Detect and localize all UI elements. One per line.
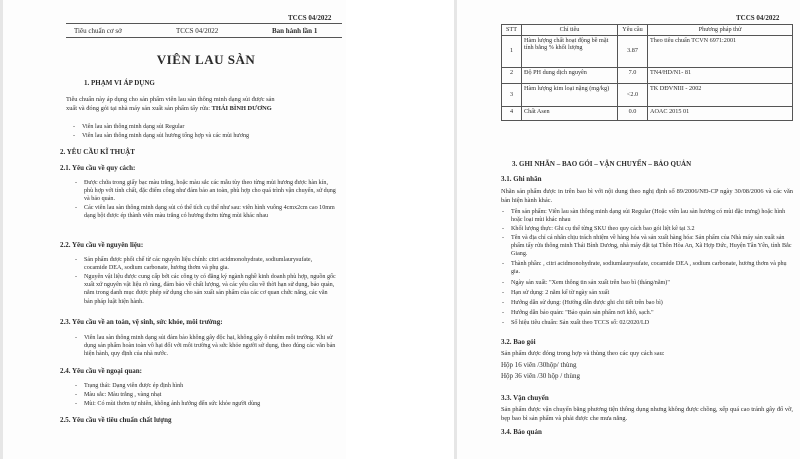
left-document-page — [0, 0, 346, 459]
list-item: - Trạng thái: Dạng viên được ép định hình — [75, 383, 184, 389]
list-item: - Màu sắc: Màu trắng , vàng nhạt — [75, 392, 162, 398]
table-row: 3 Hàm lượng kim loại nặng (mg/kg) <2.0 TK DĐVNIII - 2002 — [502, 83, 793, 106]
subsection-3-1-heading: 3.1. Ghi nhãn — [501, 175, 542, 183]
list-item: - Tên sản phẩm: Viên lau sàn thông minh dạng sủi Regular (Hoặc viên lau sàn hương có mùi đặc trưng) hoặc hình hoặc loại mùi khác nhau — [502, 209, 786, 224]
subsection-2-3-heading: 2.3. Yêu cầu về an toàn, vệ sinh, sức khỏe, môi trường: — [60, 318, 223, 326]
section-3-3-paragraph: Sản phẩm được vận chuyển bằng phương tiện thông dụng nhưng không được chồng, xếp quá cao tránh gây đổ vỡ, bẹp bao bì sản phẩm và phải được che mưa nắng. — [501, 406, 793, 422]
document-code-top: TCCS 04/2022 — [736, 14, 780, 22]
subsection-2-4-heading: 2.4. Yêu cầu về ngoại quan: — [60, 367, 143, 375]
section-1-heading: 1. PHẠM VI ÁP DỤNG — [84, 79, 155, 87]
header-mid: TCCS 04/2022 — [176, 27, 219, 35]
section-3-1-paragraph: Nhãn sản phẩm được in trên bao bì với nội dung theo nghị định số 89/2006/NĐ-CP ngày 30/08/2006 và các văn bản hiện hành khác. — [501, 188, 793, 204]
document-code-top: TCCS 04/2022 — [288, 14, 332, 22]
header-right: Ban hành lần 1 — [272, 27, 318, 35]
page-header-bar — [66, 23, 342, 38]
col-header-criteria: Chỉ tiêu — [522, 25, 618, 36]
page-edge — [0, 0, 3, 459]
section-3-2-paragraph: Sản phẩm được đóng trong hợp và thùng theo các quy cách sau: — [501, 350, 665, 357]
page-edge — [454, 0, 457, 459]
list-item: - Viên lau sàn thông minh dạng sủi đảm bảo không gây độc hại, không gây ô nhiễm môi trường. Khi sử dụng sản phẩm hoàn toàn vô hại đối với môi trường và sức khỏe người sử dụng, theo đúng các văn bản hiện hành, quy định của nhà nước. — [75, 335, 336, 358]
list-item: - Số hiệu tiêu chuẩn: Sản xuất theo TCCS số: 02/2020/LD — [502, 320, 650, 326]
list-item: - Nguyên vật liệu được cung cấp bởi các công ty có đăng ký ngành nghề kinh doanh phù hợp, nguồn gốc xuất xứ nguyên vật liệu rõ ràng, đảm bảo về chất lượng, và các yêu cầu về thời hạn sử dụng, bảo quản, nằm trong danh mục được phép sử dụng cho sản xuất sản phẩm của các cơ quan chức năng, các văn bản pháp luật hiện hành. — [75, 274, 336, 305]
list-item: - Ngày sản xuất: "Xem thông tin sản xuất trên bao bì (tháng/năm)" — [502, 280, 670, 286]
header-left: Tiêu chuẩn cơ sở — [74, 27, 122, 35]
list-item: - Sản phẩm được phối chế từ các nguyên liệu chính: citri acidmonohydrate, sodiumlaurysufate, cocamide DEA, sodium carbonate, hương thơm và phụ gia. — [75, 257, 313, 272]
table-row: 1 Hàm lượng chất hoạt động bề mặt tính bằng % khối lượng 3.87 Theo tiêu chuẩn TCVN 6971:2001 — [502, 35, 793, 67]
list-item: - Hướng dẫn bảo quản: "Bảo quản sản phẩm nơi khô, sạch." — [502, 310, 654, 316]
section-1-intro: Tiêu chuẩn này áp dụng cho sản phẩm viên lau sàn thông minh dạng sủi được sản xuất và đóng gói tại nhà máy sản xuất sản phẩm tẩy rửa: THÁI BÌNH DƯƠNG — [66, 96, 275, 112]
subsection-2-2-heading: 2.2. Yêu cầu về nguyên liệu: — [60, 241, 144, 249]
packaging-option-2: Hộp 36 viên /30 hộp / thùng — [501, 372, 580, 380]
list-item: - Các viên lau sàn thông minh dạng sủi có thể tích cụ thể như sau: viên hình vuông 4cmx2cm cao 10mm dạng bột được ép thành viên màu trắng có hương thơm từng mùi khác nhau — [75, 205, 335, 220]
table-row: 4 Chất Asen 0.0 AOAC 2015 01 — [502, 106, 793, 120]
section-3-heading: 3. GHI NHÃN – BAO GÓI – VẬN CHUYỂN – BẢO QUẢN — [512, 160, 692, 168]
list-item: - Hướng dẫn sử dụng: (Hướng dẫn được ghi chi tiết trên bao bì) — [502, 300, 663, 306]
list-item: - Tên và địa chỉ cá nhân chịu trách nhiệm về hàng hóa và sản xuất hàng hóa: Sản phẩm của Nhà máy sản xuất sản phẩm tẩy rửa thông minh Thái Bình Dương, nhà máy đặt tại Thôn Hòa An, Xã Hợp Đức, Huyện Tân Yên, tỉnh Bắc Giang. — [502, 235, 792, 258]
col-header-method: Phương pháp thử — [648, 25, 793, 36]
list-item: - Viên lau sàn thông minh dạng sủi hương tổng hợp và các mùi hương — [73, 133, 250, 139]
list-item: - Hạn sử dụng: 2 năm kể từ ngày sản xuất — [502, 290, 610, 296]
document-title: VIÊN LAU SÀN — [156, 52, 256, 67]
list-item: - Viên lau sàn thông minh dạng sủi Regular — [73, 124, 185, 130]
list-item: - Được chứa trong giấy bạc màu trắng, hoặc màu sắc các mẫu tùy theo từng mùi hương được hàn kín, phù hợp với tính chất, đặc điểm công như đảm bảo an toàn, phù hợp cho quá trình vận chuyển, sử dụng và bảo quản. — [75, 180, 336, 203]
right-document-page — [454, 0, 800, 459]
list-item: - Khối lượng thực: Ghi cụ thể từng SKU theo quy cách bao gói liệt kê tại 3.2 — [502, 226, 695, 232]
packaging-option-1: Hộp 16 viên /30hộp/ thùng — [501, 361, 577, 369]
list-item: - Mùi: Có mùi thơm tự nhiên, không ảnh hưởng đến sức khỏe người dùng — [75, 401, 261, 407]
subsection-3-4-heading: 3.4. Bảo quản — [501, 428, 542, 436]
col-header-requirement: Yêu cầu — [618, 25, 648, 36]
col-header-stt: STT — [502, 25, 522, 36]
subsection-3-2-heading: 3.2. Bao gói — [501, 338, 536, 346]
subsection-2-5-heading: 2.5. Yêu cầu về tiêu chuẩn chất lượng — [60, 416, 172, 424]
subsection-3-3-heading: 3.3. Vận chuyển — [501, 394, 549, 402]
section-2-heading: 2. YÊU CẦU KĨ THUẬT — [60, 148, 135, 156]
table-header-row — [502, 25, 793, 36]
list-item: - Thành phần: , citri acidmonohydrate, sodiumlaurysufate, cocamide DEA , sodium carbonate, hương thơm và phụ gia. — [502, 261, 787, 276]
table-row: 2 Độ PH dung dịch nguyên 7.0 TN4/HD/N1- 81 — [502, 67, 793, 83]
quality-standards-table — [501, 24, 793, 121]
subsection-2-1-heading: 2.1. Yêu cầu về quy cách: — [60, 164, 136, 172]
